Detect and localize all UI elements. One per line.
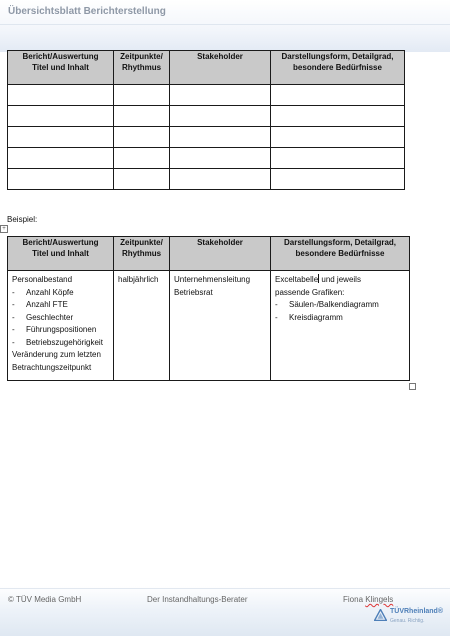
triangle-logo-icon bbox=[374, 609, 387, 621]
tuv-logo: TÜVRheinland® Genau. Richtig. bbox=[374, 606, 444, 630]
cell-report-content[interactable]: Personalbestand - Anzahl Köpfe - Anzahl FTE - Geschlechter - Führungspositionen - Betriebszugehörigkeit Veränderung zum letzten Betrachtungszeitpunkt bbox=[8, 271, 114, 381]
table-cell[interactable] bbox=[170, 106, 271, 127]
report-bullet-list bbox=[12, 287, 109, 350]
table-cell[interactable] bbox=[114, 148, 170, 169]
table-cell[interactable] bbox=[8, 85, 114, 106]
example-label: Beispiel: bbox=[7, 215, 38, 224]
footer-divider bbox=[0, 588, 450, 589]
cell-presentation[interactable]: Exceltabelle und jeweils passende Grafiken: - Säulen-/Balkendiagramm - Kreisdiagramm bbox=[271, 271, 410, 381]
table-row[interactable] bbox=[8, 271, 410, 381]
list-item: - Anzahl Köpfe bbox=[12, 287, 109, 300]
table-cell[interactable] bbox=[170, 148, 271, 169]
table-cell[interactable] bbox=[271, 148, 405, 169]
table-cell[interactable] bbox=[8, 148, 114, 169]
header-presentation: Darstellungsform, Detailgrad, besondere Bedürfnisse bbox=[271, 237, 410, 271]
header-presentation: Darstellungsform, Detailgrad, besondere Bedürfnisse bbox=[271, 51, 405, 85]
table-row[interactable] bbox=[8, 127, 405, 148]
table-row[interactable] bbox=[8, 106, 405, 127]
table-cell[interactable] bbox=[170, 85, 271, 106]
list-item: - Anzahl FTE bbox=[12, 299, 109, 312]
table-cell[interactable] bbox=[8, 127, 114, 148]
table-cell[interactable] bbox=[271, 127, 405, 148]
header-stakeholder: Stakeholder bbox=[170, 51, 271, 85]
list-item: - Kreisdiagramm bbox=[275, 312, 405, 325]
overview-table-example bbox=[7, 236, 410, 381]
list-item: - Führungspositionen bbox=[12, 324, 109, 337]
table-move-handle-icon[interactable]: + bbox=[0, 225, 8, 233]
table-row[interactable] bbox=[8, 169, 405, 190]
page-header-title: Übersichtsblatt Berichterstellung bbox=[8, 6, 166, 17]
footer-publication: Der Instandhaltungs-Berater bbox=[147, 595, 248, 604]
table-cell[interactable] bbox=[114, 85, 170, 106]
footer-author: Fiona Klingels bbox=[343, 595, 394, 604]
header-report-title: Bericht/Auswertung Titel und Inhalt bbox=[8, 51, 114, 85]
header-divider bbox=[0, 24, 450, 25]
chart-bullet-list bbox=[275, 299, 405, 324]
list-item: - Säulen-/Balkendiagramm bbox=[275, 299, 405, 312]
table-cell[interactable] bbox=[170, 169, 271, 190]
table-resize-handle[interactable] bbox=[409, 383, 416, 390]
table-cell[interactable] bbox=[271, 106, 405, 127]
table-cell[interactable] bbox=[8, 106, 114, 127]
table-cell[interactable] bbox=[8, 169, 114, 190]
table-cell[interactable] bbox=[271, 85, 405, 106]
list-item: - Geschlechter bbox=[12, 312, 109, 325]
cell-timing[interactable]: halbjährlich bbox=[114, 271, 170, 381]
table-row[interactable] bbox=[8, 85, 405, 106]
table-cell[interactable] bbox=[271, 169, 405, 190]
header-report-title: Bericht/Auswertung Titel und Inhalt bbox=[8, 237, 114, 271]
table-cell[interactable] bbox=[170, 127, 271, 148]
cell-stakeholder[interactable]: Unternehmensleitung Betriebsrat bbox=[170, 271, 271, 381]
header-stakeholder: Stakeholder bbox=[170, 237, 271, 271]
header-timing: Zeitpunkte/ Rhythmus bbox=[114, 237, 170, 271]
header-timing: Zeitpunkte/ Rhythmus bbox=[114, 51, 170, 85]
table-cell[interactable] bbox=[114, 127, 170, 148]
list-item: - Betriebszugehörigkeit bbox=[12, 337, 109, 350]
footer-copyright: © TÜV Media GmbH bbox=[8, 595, 82, 604]
table-row[interactable] bbox=[8, 148, 405, 169]
table-cell[interactable] bbox=[114, 169, 170, 190]
overview-table-blank bbox=[7, 50, 405, 190]
table-cell[interactable] bbox=[114, 106, 170, 127]
